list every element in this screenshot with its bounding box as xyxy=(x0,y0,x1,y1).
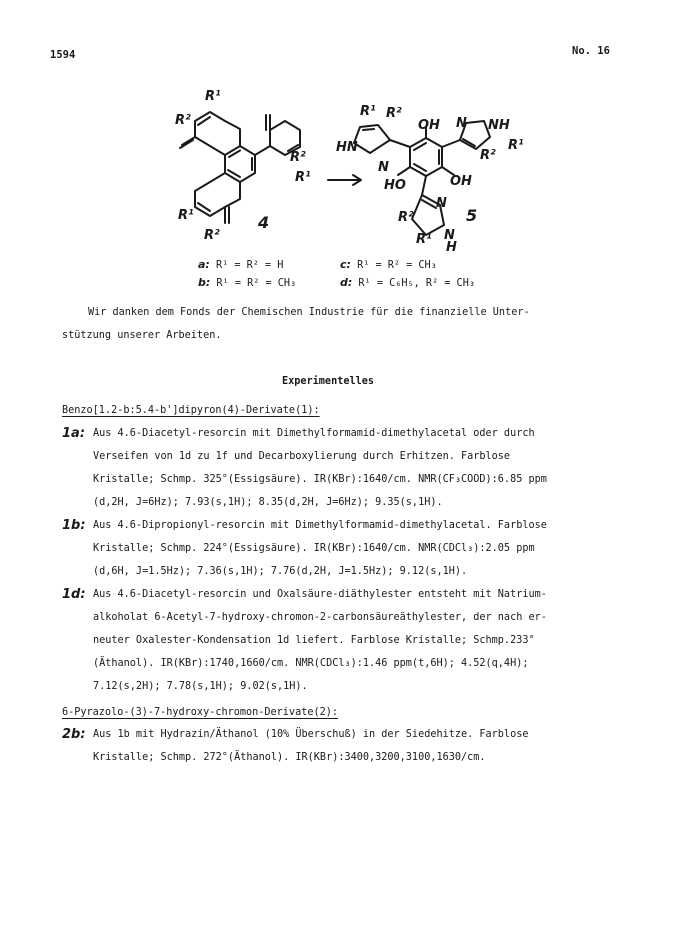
label-r2-right: R² xyxy=(290,150,306,165)
label-oh: OH xyxy=(450,174,472,189)
entry-tag-2b: 2b: xyxy=(62,727,86,742)
entry-2b-line: Aus 1b mit Hydrazin/Äthanol (10% Überschuß) in der Siedehitze. Farblose xyxy=(93,729,529,740)
label-h: H xyxy=(446,240,457,255)
label-ho: HO xyxy=(384,178,406,193)
entry-1b-line: (d,6H, J=1.5Hz); 7.36(s,1H); 7.76(d,2H, J=1.5Hz); 9.12(s,1H). xyxy=(93,566,468,577)
compound-number-5: 5 xyxy=(466,206,478,225)
acknowledgement-line-2: stützung unserer Arbeiten. xyxy=(62,330,222,341)
entry-1a-line: (d,2H, J=6Hz); 7.93(s,1H); 8.35(d,2H, J=6Hz); 9.35(s,1H). xyxy=(93,497,443,508)
label-r1-top: R¹ xyxy=(205,89,221,104)
entry-1a-line: Verseifen von 1d zu 1f und Decarboxylierung durch Erhitzen. Farblose xyxy=(93,451,511,462)
label-oh-top: OH xyxy=(418,118,440,133)
label-n1: N xyxy=(378,160,389,175)
entry-1a-line: Kristalle; Schmp. 325°(Essigsäure). IR(KBr):1640/cm. NMR(CF₃COOD):6.85 ppm xyxy=(93,474,547,485)
label-nh-top: NH xyxy=(488,118,510,133)
legend-b xyxy=(198,276,296,289)
label-n2: N xyxy=(436,196,447,211)
legend-a-key: a: xyxy=(198,258,210,271)
legend-b-text: R¹ = R² = CH₃ xyxy=(216,278,297,289)
entry-2b-line: Kristalle; Schmp. 272°(Äthanol). IR(KBr):3400,3200,3100,1630/cm. xyxy=(93,752,486,763)
entry-1d-line: 7.12(s,2H); 7.78(s,1H); 9.02(s,1H). xyxy=(93,681,308,692)
label-r1-pyrazole-bottom: R¹ xyxy=(416,232,432,247)
legend-d-text: R¹ = C₆H₅, R² = CH₃ xyxy=(358,278,475,289)
label-r2-pyrazole-left: R² xyxy=(386,106,402,121)
label-r1-bottom: R¹ xyxy=(178,208,194,223)
entry-1d-line: neuter Oxalester-Kondensation 1d liefert. Farblose Kristalle; Schmp.233° xyxy=(93,635,535,646)
section-heading-2: 6-Pyrazolo-(3)-7-hydroxy-chromon-Derivate(2): xyxy=(62,707,339,718)
legend-c-text: R¹ = R² = CH₃ xyxy=(357,260,437,271)
section-heading-1: Benzo[1.2-b:5.4-b']dipyron(4)-Derivate(1): xyxy=(62,405,320,416)
entry-1b-line: Kristalle; Schmp. 224°(Essigsäure). IR(KBr):1640/cm. NMR(CDCl₃):2.05 ppm xyxy=(93,543,535,554)
entry-1a-line: Aus 4.6-Diacetyl-resorcin mit Dimethylformamid-dimethylacetal oder durch xyxy=(93,428,535,439)
legend-d xyxy=(340,276,475,289)
legend-d-key: d: xyxy=(340,276,353,289)
entry-tag-1b: 1b: xyxy=(62,518,86,533)
label-n3: N xyxy=(444,228,455,243)
entry-tag-1d: 1d: xyxy=(62,587,86,602)
issue-number: No. 16 xyxy=(572,45,610,57)
legend-a xyxy=(198,258,283,271)
label-r2-top: R² xyxy=(175,113,191,128)
label-r1-right: R¹ xyxy=(295,170,311,185)
legend-c-key: c: xyxy=(340,258,351,271)
entry-1b-line: Aus 4.6-Dipropionyl-resorcin mit Dimethylformamid-dimethylacetal. Farblose xyxy=(93,520,547,531)
entry-1d-line: (Äthanol). IR(KBr):1740,1660/cm. NMR(CDCl₃):1.46 ppm(t,6H); 4.52(q,4H); xyxy=(93,658,529,669)
entry-1d-line: alkoholat 6-Acetyl-7-hydroxy-chromon-2-carbonsäureäthylester, der nach er- xyxy=(93,612,547,623)
label-r2-pyrazole-bottom: R² xyxy=(398,210,414,225)
section-title: Experimentelles xyxy=(282,376,375,387)
legend-a-text: R¹ = R² = H xyxy=(215,260,284,271)
label-r2-bottom: R² xyxy=(204,228,220,243)
label-r2-pyrazole-top: R² xyxy=(480,148,496,163)
label-r1-pyrazole-left: R¹ xyxy=(360,104,376,119)
label-r1-pyrazole-top: R¹ xyxy=(508,138,524,153)
acknowledgement-line-1: Wir danken dem Fonds der Chemischen Industrie für die finanzielle Unter- xyxy=(88,307,530,318)
entry-1d-line: Aus 4.6-Diacetyl-resorcin und Oxalsäure-diäthylester entsteht mit Natrium- xyxy=(93,589,547,600)
page-number: 1594 xyxy=(50,49,76,61)
label-hn: HN xyxy=(336,140,358,155)
label-n-top: N xyxy=(456,116,467,131)
legend-b-key: b: xyxy=(198,276,211,289)
legend-c xyxy=(340,258,437,271)
entry-tag-1a: 1a: xyxy=(62,426,86,441)
compound-number-4: 4 xyxy=(258,213,270,232)
